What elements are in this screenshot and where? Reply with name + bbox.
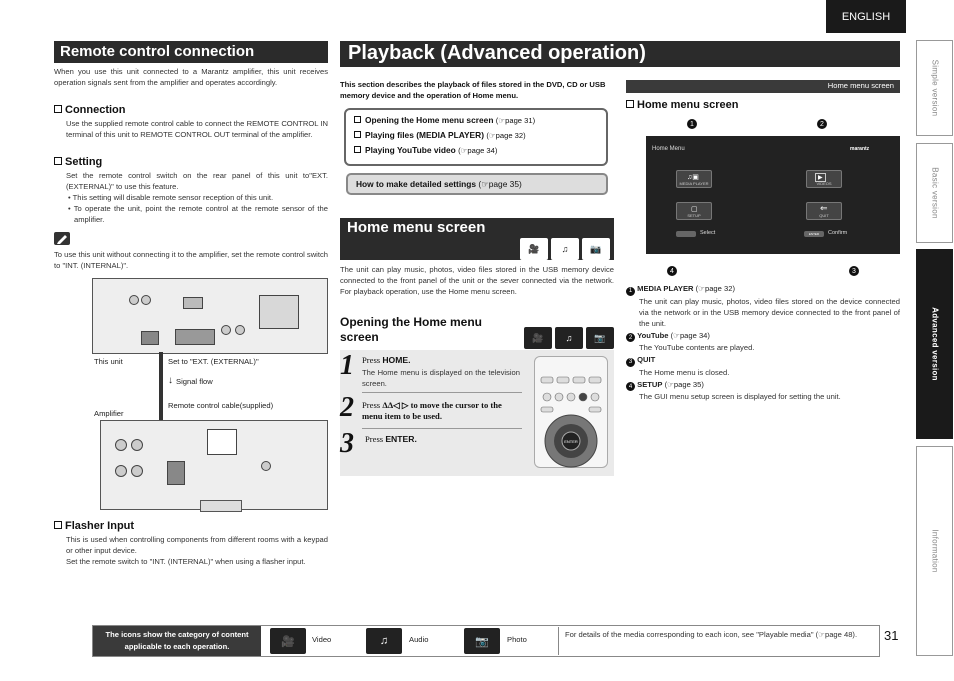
- footer-audio-label: Audio: [409, 635, 429, 644]
- item-number: 1: [626, 287, 635, 296]
- callout-3: 3: [849, 266, 859, 276]
- main-intro: This section describes the playback of files stored in the DVD, CD or USB memory device and the operation of Home menu.: [340, 80, 606, 100]
- label-signal-flow: Signal flow: [176, 377, 213, 386]
- amplifier-foot: [200, 500, 242, 512]
- tab-label: Advanced version: [930, 307, 939, 381]
- checkbox-icon: [354, 146, 361, 153]
- flasher-heading: Flasher Input: [54, 520, 134, 532]
- checkbox-icon: [54, 105, 62, 113]
- confirm-hint: Confirm: [828, 230, 848, 236]
- page-number: 31: [884, 628, 899, 643]
- callout-2: 2: [817, 119, 827, 129]
- page-title: Playback (Advanced operation): [340, 41, 900, 67]
- label-this-unit: This unit: [94, 357, 123, 366]
- media-player-icon: ♫▣: [687, 174, 699, 181]
- step-1: Press HOME. The Home menu is displayed on the television screen.: [362, 355, 520, 388]
- tab-simple-version[interactable]: [916, 40, 953, 136]
- checkbox-icon: [354, 131, 361, 138]
- home-menu-header: [340, 218, 614, 260]
- menu-item-youtube[interactable]: Playing YouTube video (☞page 34): [354, 143, 606, 158]
- tab-label: Basic version: [930, 167, 939, 219]
- step-number: 1: [340, 350, 354, 381]
- home-menu-items: [626, 284, 900, 402]
- flasher-text: This is used when controlling components from different rooms with a keypad or other input device.: [66, 535, 328, 555]
- step-3: Press ENTER.: [365, 434, 417, 444]
- footer-video-label: Video: [312, 635, 332, 644]
- step-divider: [362, 428, 522, 429]
- audio-category-icon: ♫: [366, 628, 402, 654]
- step-number: 3: [340, 428, 354, 459]
- screen-title: Home Menu: [652, 146, 685, 152]
- tab-basic-version[interactable]: [916, 143, 953, 243]
- home-menu-text: The unit can play music, photos, video files stored in the USB memory device connected to the front panel of the unit or the sever connected via the network. For playback operation, use the Home menu screen.: [340, 265, 614, 296]
- tab-advanced-version[interactable]: [916, 249, 953, 439]
- select-hint: Select: [700, 230, 716, 236]
- footer-label: The icons show the category of content applicable to each operation.: [93, 626, 261, 656]
- audio-category-icon: ♫: [555, 327, 583, 349]
- checkbox-icon: [354, 116, 361, 123]
- youtube-tile[interactable]: [806, 170, 842, 188]
- item-youtube: 2 YouTube (☞page 34) The YouTube contents are played.: [626, 331, 900, 354]
- quit-tile[interactable]: [806, 202, 842, 220]
- photo-category-icon: 📷: [582, 238, 610, 260]
- photo-category-icon: 📷: [464, 628, 500, 654]
- tile-label: MEDIA PLAYER: [679, 181, 709, 186]
- home-menu-screenshot: [646, 136, 900, 254]
- svg-text:ENTER: ENTER: [564, 439, 578, 444]
- connection-text: Use the supplied remote control cable to connect the REMOTE CONTROL IN terminal of this unit to REMOTE CONTROL OUT terminal of the amplifier.: [66, 119, 328, 139]
- menu-item-playing-files[interactable]: Playing files (MEDIA PLAYER) (☞page 32): [354, 128, 606, 143]
- photo-category-icon: 📷: [586, 327, 614, 349]
- this-unit-rear-panel: [92, 278, 328, 354]
- tab-label: Information: [930, 529, 939, 573]
- label-set-to-ext: Set to "EXT. (EXTERNAL)": [168, 357, 259, 366]
- setting-bullet: • This setting will disable remote sensor reception of this unit.: [68, 193, 274, 202]
- setting-bullet: • To operate the unit, point the remote control at the remote sensor of the amplifier.: [68, 204, 328, 224]
- video-category-icon: 🎥: [520, 238, 548, 260]
- brand-logo: marantz: [850, 146, 870, 152]
- setting-text: Set the remote control switch on the rear panel of this unit to"EXT. (EXTERNAL)" to use this feature.: [66, 171, 328, 191]
- quit-arrow-icon: ⇐: [820, 203, 828, 213]
- media-player-tile[interactable]: [676, 170, 712, 188]
- step-number: 2: [340, 392, 354, 423]
- item-quit: 3 QUIT The Home menu is closed.: [626, 355, 900, 378]
- step-2: Press ΔΔ◁ ▷ to move the cursor to the menu item to be used.: [362, 400, 502, 421]
- signal-arrow-icon: ↓: [168, 375, 173, 386]
- footer-note: For details of the media corresponding to each icon, see "Playable media" (☞page 48).: [565, 630, 858, 639]
- detail-settings-link[interactable]: How to make detailed settings (☞page 35): [346, 173, 608, 195]
- callout-4: 4: [667, 266, 677, 276]
- footer-photo-label: Photo: [507, 635, 527, 644]
- note-pencil-icon: [54, 232, 70, 245]
- tile-label: SETUP: [687, 213, 701, 218]
- setup-tile[interactable]: [676, 202, 712, 220]
- checkbox-icon: [626, 100, 634, 108]
- item-number: 2: [626, 333, 635, 342]
- step-divider: [362, 392, 522, 393]
- menu-item-opening[interactable]: Opening the Home menu screen (☞page 31): [354, 113, 606, 128]
- checkbox-icon: [54, 521, 62, 529]
- enter-key-icon: ENTER: [804, 231, 824, 237]
- item-media-player: 1 MEDIA PLAYER (☞page 32) The unit can play music, photos, video files stored on the device connected via the network or in the USB memory device connected to the front panel of the unit.: [626, 284, 900, 329]
- tile-label: VIDEOS: [816, 181, 832, 186]
- remote-control-illustration: [534, 356, 608, 468]
- home-menu-heading: Home menu screen: [626, 99, 738, 111]
- setup-icon: ▢: [691, 206, 698, 213]
- connection-heading: Connection: [54, 104, 126, 116]
- opening-heading: Opening the Home menu screen: [340, 315, 483, 344]
- note-text: To use this unit without connecting it to the amplifier, set the remote control switch to "INT. (INTERNAL)".: [54, 250, 328, 270]
- label-cable: Remote control cable(supplied): [168, 401, 274, 410]
- language-tab[interactable]: ENGLISH: [826, 0, 906, 33]
- tab-label: Simple version: [930, 59, 939, 117]
- tile-label: QUIT: [819, 213, 829, 218]
- home-menu-title: Home menu screen: [347, 219, 486, 236]
- contents-list: [354, 113, 606, 158]
- item-number: 3: [626, 358, 635, 367]
- label-amplifier: Amplifier: [94, 409, 124, 418]
- video-category-icon: 🎥: [524, 327, 552, 349]
- youtube-icon: ▶: [815, 173, 826, 182]
- checkbox-icon: [54, 157, 62, 165]
- home-menu-banner: Home menu screen: [626, 80, 900, 93]
- arrow-keys-icon: [676, 231, 696, 237]
- flasher-text: Set the remote switch to "INT. (INTERNAL)" when using a flasher input.: [66, 557, 306, 566]
- audio-category-icon: ♫: [551, 238, 579, 260]
- remote-cable: [159, 352, 163, 420]
- video-category-icon: 🎥: [270, 628, 306, 654]
- footer-divider: [558, 627, 559, 655]
- item-setup: 4 SETUP (☞page 35) The GUI menu setup screen is displayed for setting the unit.: [626, 380, 900, 403]
- section-title-remote: Remote control connection: [54, 41, 328, 63]
- tab-information[interactable]: [916, 446, 953, 656]
- callout-1: 1: [687, 119, 697, 129]
- remote-intro: When you use this unit connected to a Marantz amplifier, this unit receives operation signals sent from the amplifier and operates accordingly.: [54, 67, 328, 87]
- setting-heading: Setting: [54, 156, 102, 168]
- item-number: 4: [626, 382, 635, 391]
- amplifier-rear-panel: [100, 420, 328, 510]
